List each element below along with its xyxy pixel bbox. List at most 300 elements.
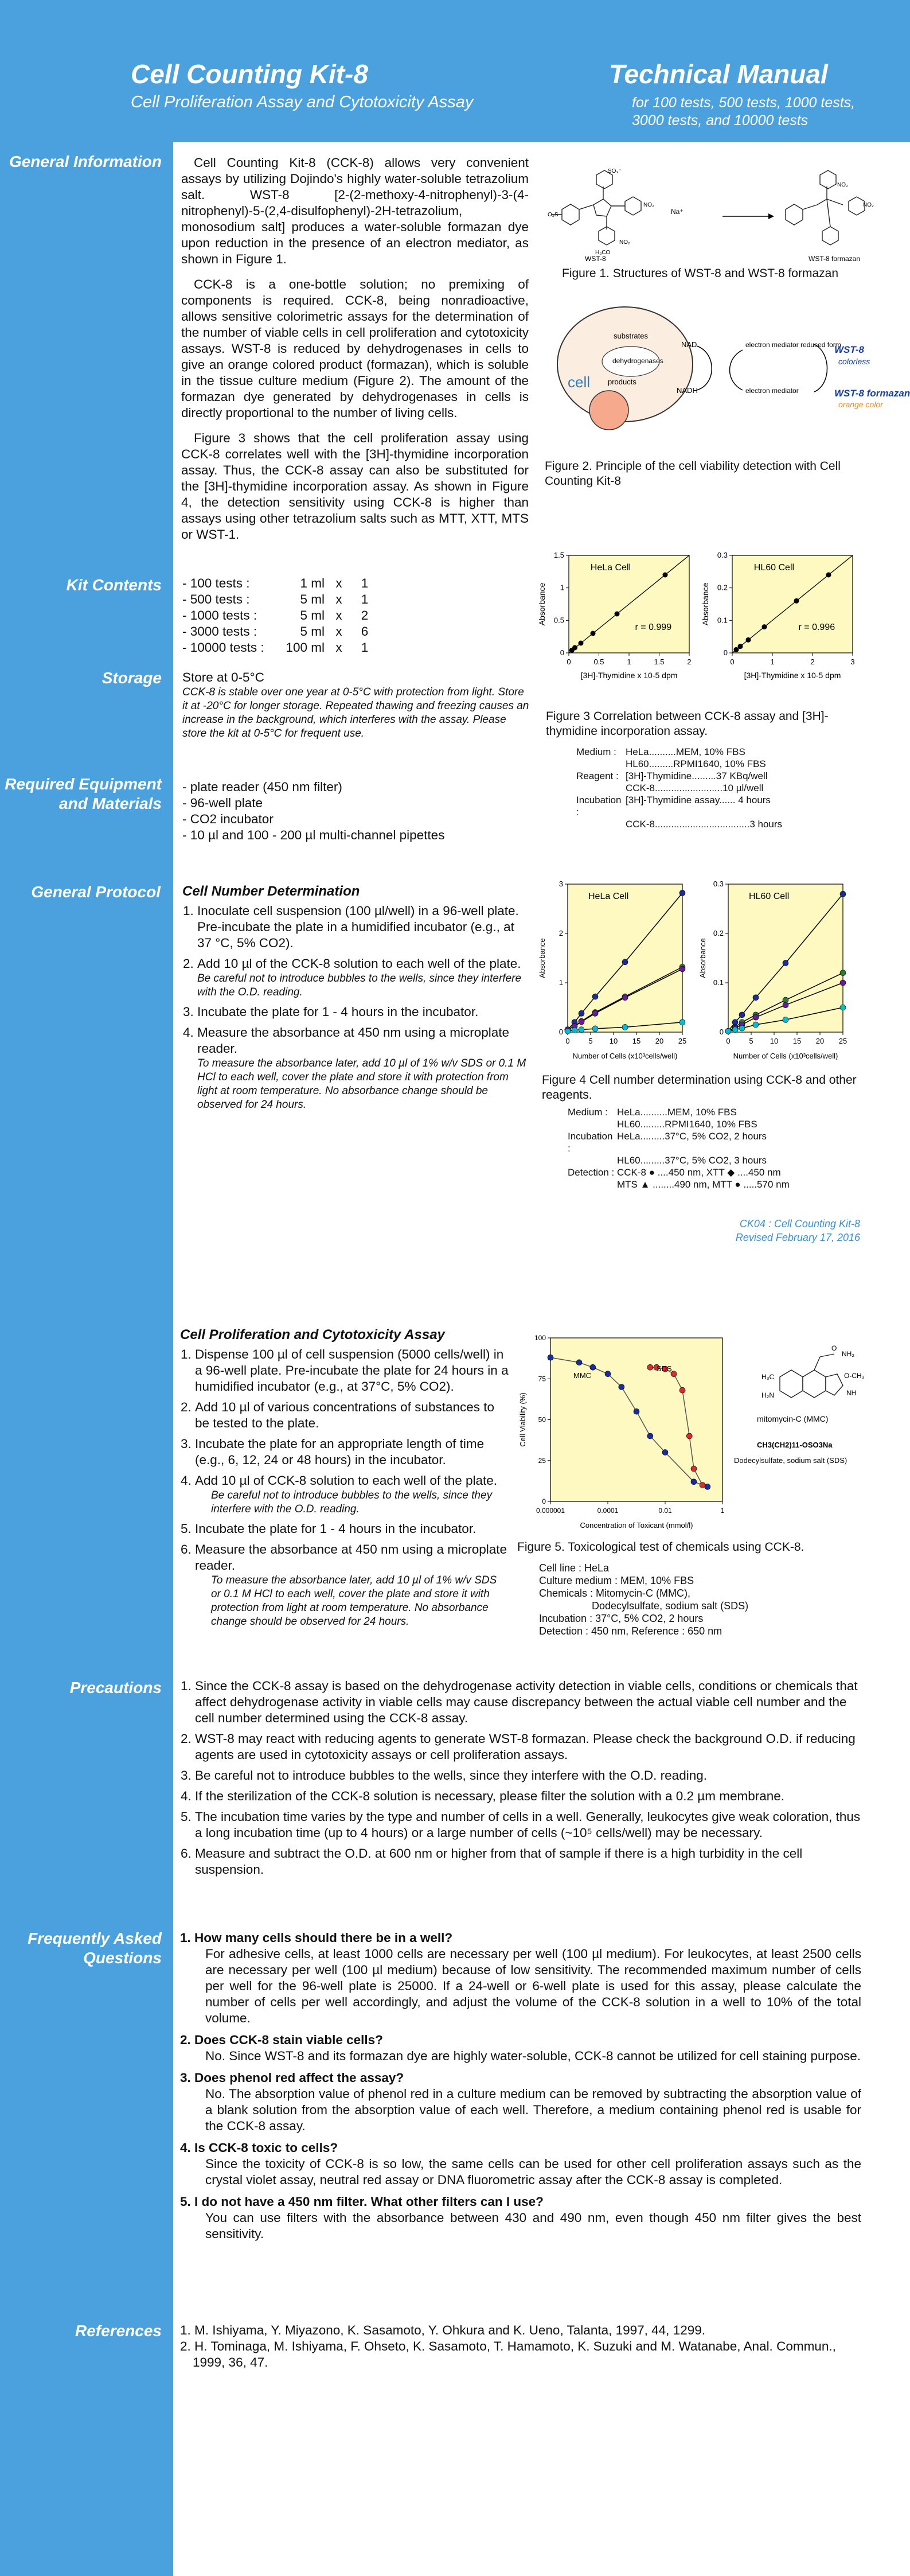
cytotox-step-text: Dispense 100 µl of cell suspension (5000 cells/well) in a 96-well plate. Pre-incubate the plate for 24 hours in a humidified incubator (e.g., at 37°C, 5% CO2).	[195, 1347, 509, 1394]
x-tick-label: 0.0001	[597, 1507, 619, 1515]
chart-annotation: r = 0.999	[635, 622, 672, 632]
label-orange: orange color	[838, 400, 883, 409]
x-axis-label: Number of Cells (x10³cells/well)	[572, 1052, 678, 1060]
data-point-MTT	[840, 1005, 846, 1010]
faq-answer: No. The absorption value of phenol red in a culture medium can be removed by subtracting the absorption value of a blank solution from the absorption value of each well. Therefore, a medium containing phenol red is usable for the CCK-8 assay.	[205, 2087, 861, 2133]
data-point-CCK-8	[840, 891, 846, 897]
kit-vol: 100 ml	[286, 640, 325, 655]
figure-4-caption: Figure 4 Cell number determination using CCK-8 and other reagents.	[542, 1073, 857, 1102]
protocol-step-text: Add 10 µl of the CCK-8 solution to each well of the plate.	[197, 956, 521, 971]
condition-row	[568, 1154, 843, 1166]
kit-n: 1	[361, 576, 369, 590]
condition-row	[576, 782, 829, 794]
label-products: products	[608, 378, 636, 386]
figure-1-caption: Figure 1. Structures of WST-8 and WST-8 formazan	[562, 267, 839, 280]
x-axis-label: [3H]-Thymidine x 10-5 dpm	[744, 671, 841, 680]
y-tick-label: 0.1	[713, 978, 724, 987]
data-point-MTS	[679, 966, 685, 972]
y-tick-label: 0	[559, 1028, 563, 1036]
condition-row	[576, 770, 829, 782]
x-tick-label: 0.01	[658, 1507, 672, 1515]
required-item: - plate reader (450 nm filter)	[182, 780, 342, 794]
cytotox-step	[195, 1399, 509, 1431]
section-references: References	[75, 2322, 162, 2340]
x-tick-label: 2	[810, 657, 815, 666]
section-faq: Frequently Asked Questions	[28, 1929, 162, 1967]
data-point	[762, 624, 767, 629]
figure-5-caption: Figure 5. Toxicological test of chemicals using CCK-8.	[517, 1540, 804, 1554]
protocol-heading: Cell Number Determination	[182, 884, 360, 899]
x-axis-label: Number of Cells (x10³cells/well)	[733, 1052, 838, 1060]
x-tick-label: 1	[770, 657, 775, 666]
protocol-step-note: To measure the absorbance later, add 10 µl of 1% w/v SDS or 0.1 M HCl to each well, cover the plate and store it with protection from light at room temperature. No absorbance change should be observed for 24 hours.	[197, 1057, 526, 1111]
x-tick-label: 1	[720, 1507, 725, 1515]
protocol-step-note: Be careful not to introduce bubbles to the wells, since they interfere with the O.D. reading.	[197, 972, 522, 998]
kit-content-row	[182, 575, 389, 592]
kit-n: 6	[361, 624, 369, 639]
condition-value: MTS ▲ ........490 nm, MTT ● .....570 nm	[617, 1179, 790, 1190]
faq-question: 2. Does CCK-8 stain viable cells?	[180, 2033, 383, 2047]
revision-date: Revised February 17, 2016	[735, 1232, 860, 1243]
svg-text:O₃S: O₃S	[548, 212, 559, 218]
label-mediator: electron mediator	[745, 387, 799, 395]
label-nadh: NADH	[677, 386, 698, 395]
data-point-MTT	[753, 1022, 759, 1028]
data-point-MMC	[691, 1479, 697, 1485]
precaution-item: 1. Since the CCK-8 assay is based on the dehydrogenase activity detection in viable cells, conditions or chemicals that affect dehydrogenase activity in viable cells may cause discrepancy between the actual viable cell number and the cell number determined using the CCK-8 assay.	[195, 1678, 862, 1726]
kit-name: - 100 tests :	[182, 576, 250, 590]
faq-answer: For adhesive cells, at least 1000 cells are necessary per well (100 µl medium). For leukocytes, at least 2500 cells are necessary per well (100 µl medium) because of low sensitivity. The recommended maximum number of cells per well for the 96-well plate is 25000. If a 24-well or 6-well plate is used for this assay, please calculate the number of cells per well accordingly, and adjust the volume of the CCK-8 solution in a well to 10% of the total volume.	[205, 1947, 861, 2025]
precaution-item: 6. Measure and subtract the O.D. at 600 nm or higher from that of sample if there is a high turbidity in the cell suspension.	[195, 1846, 862, 1878]
data-point-SDS	[691, 1466, 697, 1472]
condition-label: Incubation :	[568, 1131, 613, 1154]
kit-contents-list	[182, 575, 389, 656]
condition-line: Cell line : HeLa	[539, 1562, 610, 1574]
y-tick-label: 50	[538, 1415, 546, 1424]
svg-text:NH: NH	[846, 1389, 857, 1397]
data-point-MTT	[622, 1024, 628, 1030]
condition-line: Culture medium : MEM, 10% FBS	[539, 1575, 694, 1586]
data-point-MMC	[705, 1484, 710, 1489]
cytotox-step	[195, 1473, 509, 1516]
data-point	[826, 573, 831, 578]
figure-5-conditions	[539, 1562, 780, 1637]
data-point-MMC	[548, 1355, 553, 1360]
condition-row	[576, 794, 829, 818]
condition-label	[576, 758, 626, 770]
figure-5-structures	[734, 1343, 900, 1474]
protocol-step-text: Measure the absorbance at 450 nm using a microplate reader.	[197, 1025, 510, 1056]
condition-line: Chemicals : Mitomycin-C (MMC),	[539, 1587, 691, 1599]
svg-text:NO₂: NO₂	[837, 182, 848, 188]
storage-note: CCK-8 is stable over one year at 0-5°C with protection from light. Store it at -20°C for longer storage. Repeated thawing and freezing causes an increase in the background, which interferes with the assay. Please store the kit at 0-5°C for frequent use.	[182, 686, 529, 740]
cytotox-step-text: Add 10 µl of CCK-8 solution to each well of the plate.	[195, 1473, 498, 1488]
kit-name: - 1000 tests :	[182, 608, 257, 622]
x-tick-label: 20	[815, 1037, 825, 1045]
faq-question: 3. Does phenol red affect the assay?	[180, 2071, 404, 2085]
data-point	[572, 645, 577, 650]
data-point-CCK-8	[783, 960, 788, 966]
label-dehydrogenases: dehydrogenases	[612, 357, 663, 365]
data-point-MTT	[739, 1025, 745, 1031]
data-point-CCK-8	[622, 959, 628, 965]
cytotox-step-text: Incubate the plate for an appropriate length of time (e.g., 6, 12, 24 or 48 hours) in the incubator.	[195, 1437, 485, 1467]
kit-vol: 5 ml	[300, 592, 325, 606]
protocol-step	[197, 903, 531, 951]
chart-title: HeLa Cell	[590, 563, 631, 573]
data-point-MMC	[647, 1433, 653, 1439]
precaution-item: 2. WST-8 may react with reducing agents to generate WST-8 formazan. Please check the background O.D. if reducing agents are used in cytotoxicity assays or cell proliferation assays.	[195, 1731, 862, 1763]
condition-label: Detection :	[568, 1167, 615, 1178]
condition-label	[568, 1178, 617, 1190]
condition-value: CCK-8.........................10 µl/well	[626, 783, 764, 793]
condition-row	[576, 746, 829, 758]
series-label-SDS: SDS	[657, 1364, 672, 1373]
section-general-information: General Information	[9, 153, 162, 170]
document-title: Cell Counting Kit-8	[131, 59, 368, 89]
kit-n: 1	[361, 592, 369, 606]
protocol-step	[197, 1025, 531, 1112]
y-tick-label: 1	[559, 978, 563, 987]
data-point-MMC	[576, 1360, 582, 1365]
intro-paragraph-1: Cell Counting Kit-8 (CCK-8) allows very convenient assays by utilizing Dojindo's highly water-soluble tetrazolium salt. WST-8 [2-(2-methoxy-4-nitrophenyl)-3-(4-nitrophenyl)-5-(2,4-disulfophenyl)-2H-tetrazolium, monosodium salt] produces a water-soluble formazan dye upon reduction in the presence of an electron mediator, as shown in Figure 1.	[181, 155, 529, 266]
y-tick-label: 0.5	[553, 616, 564, 625]
x-tick-label: 15	[632, 1037, 641, 1045]
series-label-MMC: MMC	[573, 1371, 592, 1380]
x-tick-label: 5	[749, 1037, 753, 1045]
y-tick-label: 1	[560, 583, 564, 592]
svg-text:NO₂: NO₂	[619, 239, 630, 246]
svg-text:NH₂: NH₂	[842, 1350, 854, 1358]
required-equipment-list	[182, 779, 532, 843]
kit-name: - 3000 tests :	[182, 624, 257, 639]
data-point-CCK-8	[739, 1012, 745, 1018]
figure-3-hela-chart	[533, 539, 705, 688]
svg-text:O: O	[831, 1344, 837, 1352]
required-item: - 10 µl and 100 - 200 µl multi-channel pipettes	[182, 828, 445, 842]
precautions-list	[180, 1678, 862, 1882]
data-point-MTT	[592, 1026, 598, 1032]
label-cell: cell	[568, 373, 591, 391]
kit-content-row	[182, 592, 389, 608]
svg-text:H₂N: H₂N	[761, 1391, 774, 1399]
y-tick-label: 1.5	[553, 551, 564, 559]
cytotoxicity-heading: Cell Proliferation and Cytotoxicity Assay	[180, 1327, 445, 1343]
faq-answer: Since the toxicity of CCK-8 is so low, the same cells can be used for other cell proliferation assays such as the crystal violet assay, neutral red assay or DNA fluorometric assay after the CCK-8 assay is completed.	[205, 2157, 861, 2187]
precaution-item: 3. Be careful not to introduce bubbles to the wells, since they interfere with the O.D. reading.	[195, 1768, 862, 1784]
x-tick-label: 25	[838, 1037, 847, 1045]
figure-3-conditions	[576, 746, 829, 830]
data-point-MTT	[579, 1027, 584, 1033]
left-sidebar-band	[0, 0, 173, 2576]
condition-label: Medium :	[568, 1107, 608, 1118]
data-point-MTS	[592, 1010, 598, 1016]
data-point-MTT	[783, 1017, 788, 1023]
general-information-body	[181, 155, 529, 552]
condition-value: [3H]-Thymidine assay...... 4 hours	[626, 795, 771, 806]
data-point	[746, 637, 751, 643]
chart-title: HL60 Cell	[753, 563, 795, 573]
data-point-MTS	[783, 1002, 788, 1008]
x-tick-label: 1.5	[654, 657, 665, 666]
precaution-item: 4. If the sterilization of the CCK-8 solution is necessary, please filter the solution with a 0.2 µm membrane.	[195, 1788, 862, 1804]
kit-content-row	[182, 624, 389, 640]
kit-vol: 5 ml	[300, 608, 325, 622]
data-point-MMC	[662, 1450, 668, 1456]
data-point-MTS	[622, 995, 628, 1001]
condition-row	[576, 818, 829, 830]
data-point-MTS	[840, 980, 846, 986]
y-axis-label: Absorbance	[701, 582, 710, 626]
chart-title: HL60 Cell	[749, 892, 790, 901]
kit-n: 2	[361, 608, 369, 622]
x-tick-label: 10	[770, 1037, 779, 1045]
data-point-CCK-8	[753, 995, 759, 1001]
mmc-label: mitomycin-C (MMC)	[757, 1414, 829, 1423]
label-wst8-formazan: WST-8 formazan	[809, 255, 861, 263]
data-point	[579, 641, 584, 646]
cytotox-step	[195, 1436, 509, 1468]
figure-4-hl60-chart	[694, 875, 860, 1064]
kit-x: x	[335, 624, 342, 639]
intro-paragraph-2: CCK-8 is a one-bottle solution; no premixing of components is required. CCK-8, being nonradioactive, allows sensitive colorimetric assays for the determination of the number of viable cells in cell proliferation and cytotoxicity assays. WST-8 is reduced by dehydrogenases in cells to give an orange colored product (formazan), which is soluble in the tissue culture medium (Figure 2). The amount of the formazan dye generated by dehydrogenases in cells is directly proportional to the number of living cells.	[181, 277, 529, 420]
svg-text:NO₂: NO₂	[863, 202, 874, 208]
svg-text:H₃CO: H₃CO	[595, 250, 611, 256]
wst8-formazan-structure	[786, 170, 865, 245]
y-tick-label: 100	[534, 1334, 546, 1342]
y-tick-label: 0	[542, 1497, 546, 1505]
section-required-equipment: Required Equipment and Materials	[5, 775, 162, 812]
condition-row	[568, 1178, 843, 1190]
y-axis-label: Absorbance	[698, 938, 707, 978]
x-tick-label: 20	[655, 1037, 664, 1045]
protocol-step	[197, 1004, 531, 1020]
x-tick-label: 5	[588, 1037, 593, 1045]
condition-line: Detection : 450 nm, Reference : 650 nm	[539, 1625, 722, 1637]
x-tick-label: 0	[726, 1037, 731, 1045]
condition-label: Reagent :	[576, 771, 619, 781]
condition-value: HL60.........RPMI1640, 10% FBS	[626, 758, 766, 769]
data-point-MTT	[732, 1027, 738, 1033]
condition-label	[568, 1154, 617, 1166]
x-tick-label: 3	[850, 657, 855, 666]
faq-question: 5. I do not have a 450 nm filter. What other filters can I use?	[180, 2194, 544, 2209]
data-point-MTT	[572, 1028, 577, 1033]
data-point	[734, 647, 739, 652]
faq-question: 1. How many cells should there be in a well?	[180, 1931, 453, 1945]
x-tick-label: 0.5	[593, 657, 604, 666]
y-tick-label: 25	[538, 1456, 546, 1465]
reference-item: 2. H. Tominaga, M. Ishiyama, F. Ohseto, K. Sasamoto, T. Hamamoto, K. Suzuki and M. Watanabe, Anal. Commun., 1999, 36, 47.	[180, 2339, 836, 2369]
kit-content-row	[182, 640, 389, 656]
data-point-MMC	[634, 1408, 639, 1414]
protocol-step-text: Inoculate cell suspension (100 µl/well) in a 96-well plate. Pre-incubate the plate in a humidified incubator (e.g., at 37 °C, 5% CO2).	[197, 904, 519, 950]
sds-label: Dodecylsulfate, sodium salt (SDS)	[734, 1456, 847, 1465]
condition-value: CCK-8...................................3 hours	[626, 819, 783, 830]
y-tick-label: 3	[559, 880, 563, 888]
y-tick-label: 0	[719, 1028, 724, 1036]
y-tick-label: 0.3	[713, 880, 724, 888]
references-list	[180, 2322, 861, 2371]
kit-vol: 5 ml	[300, 624, 325, 639]
y-tick-label: 0	[560, 648, 564, 657]
protocol-step-text: Incubate the plate for 1 - 4 hours in the incubator.	[197, 1005, 479, 1019]
y-tick-label: 0.1	[717, 616, 728, 625]
tests-available: for 100 tests, 500 tests, 1000 tests, 3000 tests, and 10000 tests	[632, 95, 856, 129]
data-point-SDS	[647, 1364, 653, 1370]
condition-label	[576, 818, 626, 830]
label-wst8-colorless: WST-8	[834, 344, 864, 355]
cytotox-step-note: To measure the absorbance later, add 10 µl of 1% w/v SDS or 0.1 M HCl to each well, cover the plate and store it with protection from light at room temperature. No absorbance change should be observed for 24 hours.	[211, 1574, 497, 1628]
data-point-MTT	[725, 1028, 731, 1034]
figure-1-structures	[539, 164, 895, 270]
data-point	[591, 631, 596, 636]
section-kit-contents: Kit Contents	[66, 576, 162, 594]
storage-body	[182, 670, 532, 741]
section-precautions: Precautions	[69, 1679, 162, 1696]
x-axis-label: Concentration of Toxicant (mmol/l)	[580, 1521, 693, 1530]
precaution-item: 5. The incubation time varies by the type and number of cells in a well. Generally, leukocytes give weak coloration, thus a long incubation time (up to 4 hours) or a large number of cells (~10⁵ cells/well) may be necessary.	[195, 1809, 862, 1841]
cytotox-step	[195, 1347, 509, 1395]
condition-row	[568, 1166, 843, 1178]
x-tick-label: 0	[567, 657, 571, 666]
x-tick-label: 10	[609, 1037, 618, 1045]
cytotox-step	[195, 1521, 509, 1537]
svg-text:Na⁺: Na⁺	[671, 208, 684, 216]
condition-row	[568, 1106, 843, 1118]
intro-paragraph-3: Figure 3 shows that the cell proliferation assay using CCK-8 correlates well with the [3H]-thymidine incorporation assay. Thus, the CCK-8 assay can also be substituted for the [3H]-thymidine incorporation assay. As shown in Figure 4, the detection sensitivity using CCK-8 is higher than assays using other tetrazolium salts such as MTT, XTT, MTS or WST-1.	[181, 431, 529, 542]
data-point	[663, 573, 668, 578]
kit-vol: 1 ml	[300, 576, 325, 590]
cytotox-step	[195, 1542, 509, 1629]
catalog-code: CK04 : Cell Counting Kit-8	[739, 1218, 860, 1229]
wst8-structure	[552, 170, 641, 245]
svg-text:NO₂: NO₂	[643, 202, 654, 208]
condition-label	[576, 782, 626, 794]
data-point-MTS	[753, 1014, 759, 1020]
y-tick-label: 0.2	[717, 583, 728, 592]
x-tick-label: 2	[687, 657, 692, 666]
label-mediator-reduced: electron mediator reduced form	[745, 341, 841, 349]
mmc-structure	[780, 1354, 843, 1398]
required-item: - 96-well plate	[182, 796, 263, 810]
y-tick-label: 75	[538, 1375, 546, 1383]
kit-content-row	[182, 608, 389, 624]
data-point-MMC	[619, 1384, 624, 1390]
x-axis-label: [3H]-Thymidine x 10-5 dpm	[580, 671, 678, 680]
data-point-MTS	[579, 1019, 584, 1025]
y-tick-label: 0	[723, 648, 728, 657]
data-point	[738, 644, 743, 649]
data-point-SDS	[686, 1433, 692, 1439]
cytotox-step-note: Be careful not to introduce bubbles to the wells, since they interfere with the O.D. reading.	[211, 1489, 493, 1515]
x-tick-label: 0.000001	[536, 1507, 565, 1515]
svg-text:SO₃⁻: SO₃⁻	[608, 168, 622, 174]
faq-answer: You can use filters with the absorbance between 430 and 490 nm, even though 450 nm filter gives the best sensitivity.	[205, 2211, 861, 2241]
x-tick-label: 15	[792, 1037, 802, 1045]
data-point-SDS	[679, 1387, 685, 1393]
label-substrates: substrates	[614, 332, 648, 340]
x-tick-label: 1	[627, 657, 631, 666]
cytotox-step-text: Add 10 µl of various concentrations of substances to be tested to the plate.	[195, 1400, 495, 1430]
kit-name: - 500 tests :	[182, 592, 250, 606]
condition-value: HeLa..........MEM, 10% FBS	[626, 746, 745, 757]
svg-text:H₃C: H₃C	[761, 1373, 775, 1381]
condition-value: HeLa..........MEM, 10% FBS	[617, 1107, 737, 1118]
data-point	[615, 612, 620, 617]
figure-3-hl60-chart	[697, 539, 869, 688]
x-tick-label: 25	[678, 1037, 687, 1045]
svg-text:O-CH₃: O-CH₃	[844, 1372, 865, 1380]
y-axis-label: Absorbance	[537, 582, 546, 626]
label-colorless: colorless	[838, 357, 870, 366]
faq-list	[180, 1930, 861, 2248]
faq-question: 4. Is CCK-8 toxic to cells?	[180, 2141, 338, 2155]
data-point-XTT	[840, 970, 846, 976]
storage-temperature: Store at 0-5°C	[182, 670, 264, 684]
condition-row	[576, 758, 829, 770]
condition-label: Medium :	[576, 746, 616, 757]
figure-2-caption: Figure 2. Principle of the cell viability detection with Cell Counting Kit-8	[545, 460, 841, 488]
label-wst8: WST-8	[585, 255, 606, 263]
data-point	[794, 598, 799, 604]
y-tick-label: 0.2	[713, 929, 724, 937]
y-axis-label: Absorbance	[538, 938, 546, 978]
section-general-protocol: General Protocol	[31, 883, 161, 901]
kit-name: - 10000 tests :	[182, 640, 264, 655]
y-tick-label: 2	[559, 929, 563, 937]
figure-4-conditions	[568, 1106, 843, 1190]
plot-area	[568, 884, 682, 1032]
kit-x: x	[335, 576, 342, 590]
condition-row	[568, 1130, 843, 1154]
condition-value: HL60.........RPMI1640, 10% FBS	[617, 1119, 757, 1130]
manual-title: Technical Manual	[609, 59, 828, 89]
condition-line: Incubation : 37°C, 5% CO2, 2 hours	[539, 1613, 704, 1624]
cytotoxicity-protocol	[180, 1327, 509, 1633]
data-point-MTT	[565, 1028, 571, 1034]
y-axis-label: Cell Viability (%)	[518, 1392, 527, 1447]
condition-label	[568, 1118, 617, 1130]
section-storage: Storage	[101, 669, 162, 687]
document-subtitle: Cell Proliferation Assay and Cytotoxicity Assay	[131, 93, 474, 111]
y-tick-label: 0.3	[717, 551, 728, 559]
data-point-MMC	[590, 1364, 596, 1370]
data-point-MMC	[605, 1371, 611, 1377]
figure-5-chart	[516, 1325, 734, 1540]
condition-value: HL60.........37°C, 5% CO2, 3 hours	[617, 1155, 767, 1166]
cytotox-step-text: Incubate the plate for 1 - 4 hours in the incubator.	[195, 1522, 477, 1536]
condition-value: CCK-8 ● ....450 nm, XTT ◆ ....450 nm	[617, 1167, 781, 1178]
chart-title: HeLa Cell	[588, 892, 629, 901]
label-formazan: WST-8 formazan	[834, 388, 910, 399]
protocol-step	[197, 956, 531, 999]
data-point-CCK-8	[592, 994, 598, 999]
kit-n: 1	[361, 640, 369, 655]
kit-x: x	[335, 592, 342, 606]
sds-formula: CH3(CH2)11-OSO3Na	[757, 1441, 833, 1449]
protocol-body	[182, 884, 531, 1116]
figure-2-principle	[545, 290, 910, 450]
data-point-MTT	[679, 1019, 685, 1025]
data-point-CCK-8	[579, 1010, 584, 1016]
condition-label: Incubation :	[576, 795, 622, 818]
condition-line: Dodecylsulfate, sodium salt (SDS)	[592, 1600, 749, 1612]
faq-answer: No. Since WST-8 and its formazan dye are highly water-soluble, CCK-8 cannot be utilized for cell staining purpose.	[205, 2049, 861, 2063]
condition-value: HeLa.........37°C, 5% CO2, 2 hours	[617, 1131, 767, 1142]
kit-x: x	[335, 608, 342, 622]
figure-3-caption: Figure 3 Correlation between CCK-8 assay and [3H]-thymidine incorporation assay.	[546, 710, 829, 738]
